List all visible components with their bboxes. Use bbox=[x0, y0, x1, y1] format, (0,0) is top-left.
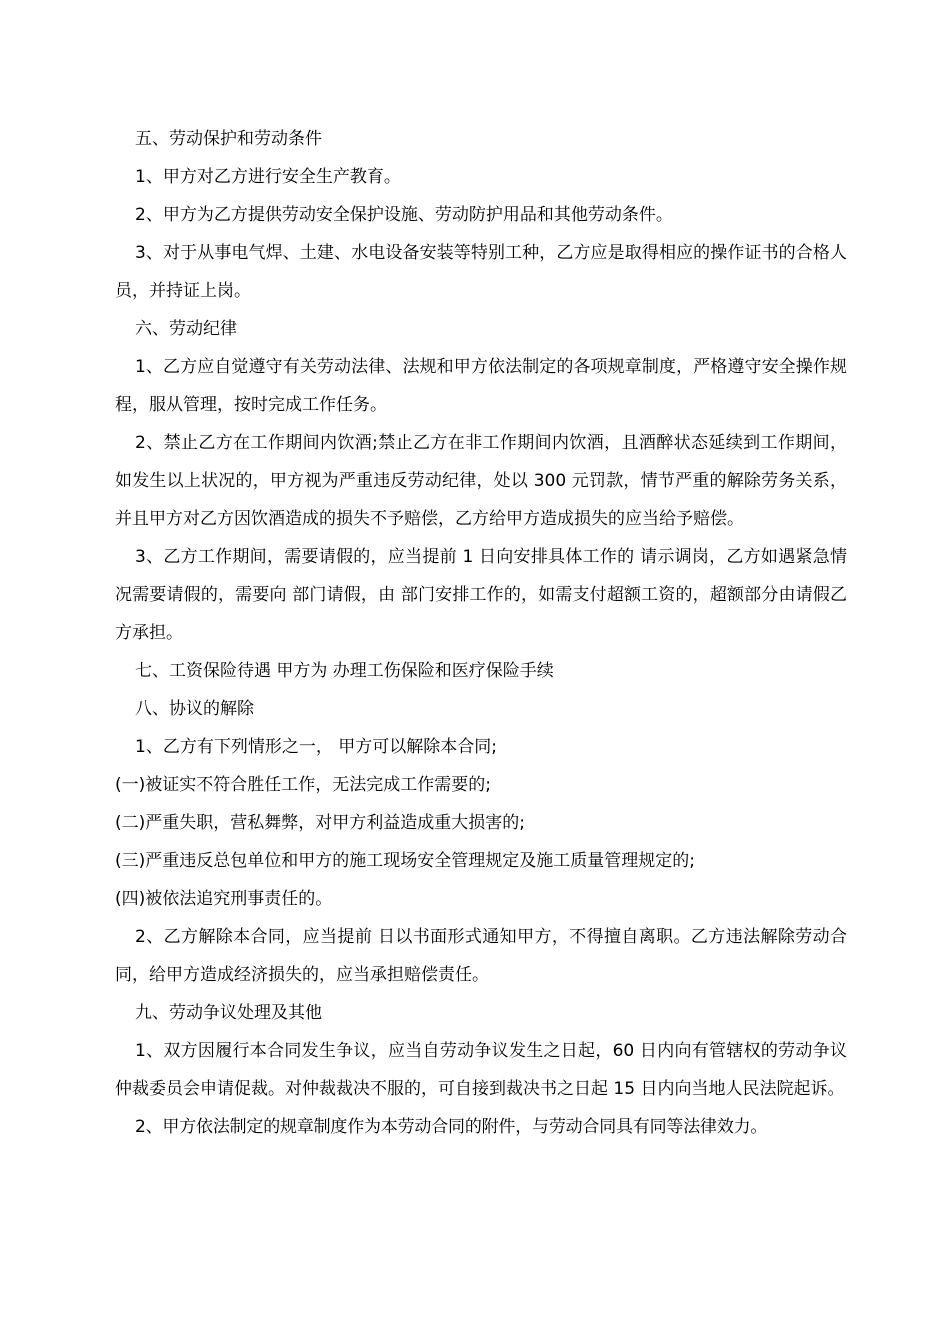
clause-9-1: 1、双方因履行本合同发生争议，应当自劳动争议发生之日起，60 日内向有管辖权的劳动争议仲裁委员会申请促裁。对仲裁裁决不服的，可自接到裁决书之日起 15 日内向当地人民法院起诉。 bbox=[115, 1041, 847, 1099]
clause-8-1-item-2: (二)严重失职，营私舞弊，对甲方利益造成重大损害的; bbox=[115, 813, 525, 833]
section-heading-labor-protection: 五、劳动保护和劳动条件 bbox=[135, 129, 322, 149]
clause-6-2: 2、禁止乙方在工作期间内饮酒;禁止乙方在非工作期间内饮酒，且酒醉状态延续到工作期间，如发生以上状况的，甲方视为严重违反劳动纪律，处以 300 元罚款，情节严重的解除劳务关系，并且甲方对乙方因饮酒造成的损失不予赔偿，乙方给甲方造成损失的应当给予赔偿。 bbox=[115, 433, 847, 529]
clause-6-1: 1、乙方应自觉遵守有关劳动法律、法规和甲方依法制定的各项规章制度，严格遵守安全操作规程，服从管理，按时完成工作任务。 bbox=[115, 357, 847, 415]
document-body bbox=[115, 120, 847, 1146]
clause-8-1-item-1: (一)被证实不符合胜任工作，无法完成工作需要的; bbox=[115, 775, 491, 795]
clause-8-1-item-3: (三)严重违反总包单位和甲方的施工现场安全管理规定及施工质量管理规定的; bbox=[115, 851, 695, 871]
clause-6-3: 3、乙方工作期间，需要请假的，应当提前 1 日向安排具体工作的 请示调岗，乙方如遇紧急情况需要请假的，需要向 部门请假，由 部门安排工作的，如需支付超额工资的，超额部分由请假乙方承担。 bbox=[115, 547, 847, 643]
clause-5-1: 1、甲方对乙方进行安全生产教育。 bbox=[135, 167, 401, 187]
clause-8-2: 2、乙方解除本合同，应当提前 日以书面形式通知甲方，不得擅自离职。乙方违法解除劳动合同，给甲方造成经济损失的，应当承担赔偿责任。 bbox=[115, 927, 847, 985]
section-heading-wage-insurance: 七、工资保险待遇 甲方为 办理工伤保险和医疗保险手续 bbox=[135, 661, 554, 681]
clause-5-3: 3、对于从事电气焊、土建、水电设备安装等特别工种，乙方应是取得相应的操作证书的合格人员，并持证上岗。 bbox=[115, 243, 847, 301]
clause-9-2: 2、甲方依法制定的规章制度作为本劳动合同的附件，与劳动合同具有同等法律效力。 bbox=[135, 1117, 768, 1137]
clause-8-1: 1、乙方有下列情形之一， 甲方可以解除本合同; bbox=[135, 737, 497, 757]
section-heading-disputes: 九、劳动争议处理及其他 bbox=[135, 1003, 322, 1023]
section-heading-labor-discipline: 六、劳动纪律 bbox=[135, 319, 237, 339]
clause-5-2: 2、甲方为乙方提供劳动安全保护设施、劳动防护用品和其他劳动条件。 bbox=[135, 205, 673, 225]
section-heading-termination: 八、协议的解除 bbox=[135, 699, 254, 719]
clause-8-1-item-4: (四)被依法追究刑事责任的。 bbox=[115, 889, 333, 909]
